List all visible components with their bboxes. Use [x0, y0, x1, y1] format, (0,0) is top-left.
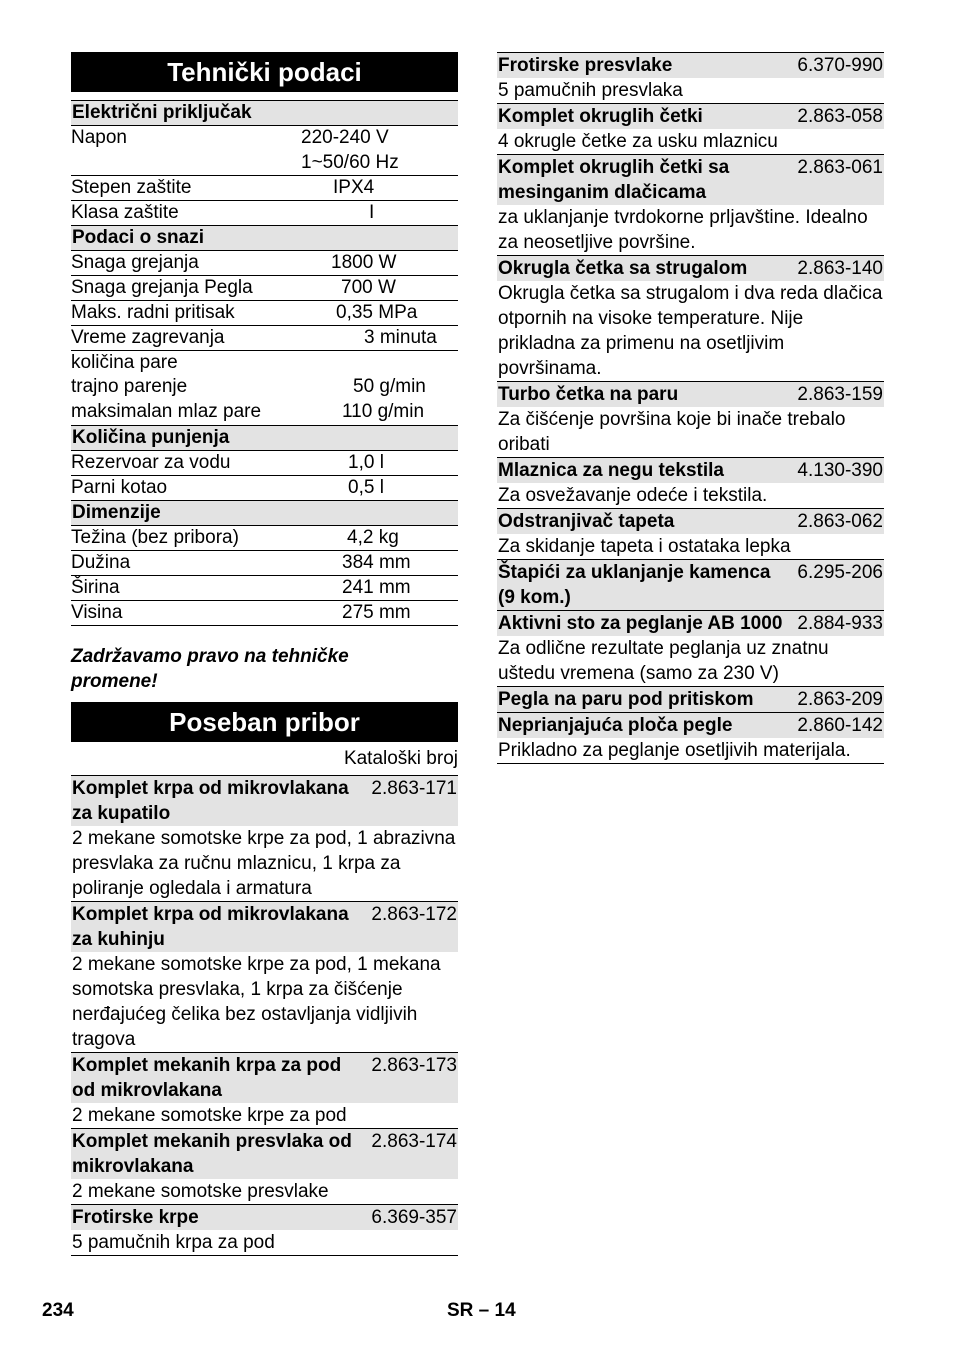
- accessory-number: 4.130-390: [797, 460, 883, 481]
- accessory-number: 2.863-061: [797, 157, 883, 178]
- accessory-desc: 5 pamučnih presvlaka: [498, 80, 683, 101]
- accessories-title: Poseban pribor: [71, 702, 458, 742]
- accessory-desc: Za osvežavanje odeće i tekstila.: [498, 485, 768, 506]
- iron-label: Snaga grejanja Pegla: [71, 277, 253, 298]
- accessory-item: [497, 508, 884, 534]
- accessory-desc: 2 mekane somotske krpe za pod: [72, 1105, 347, 1126]
- steam-row: [71, 350, 458, 375]
- accessory-number: 2.863-140: [797, 258, 883, 279]
- left-column: [71, 52, 458, 1256]
- weight-value: 4,2 kg: [347, 527, 399, 548]
- accessory-name: Frotirske krpe: [72, 1207, 199, 1228]
- accessory-name: Komplet mekanih presvlaka od mikrovlakana: [72, 1131, 352, 1177]
- pressure-row: [71, 300, 458, 325]
- accessory-name: Odstranjivač tapeta: [498, 511, 675, 532]
- accessory-desc: Za skidanje tapeta i ostataka lepka: [498, 536, 791, 557]
- accessory-item: [497, 52, 884, 78]
- filling-heading: Količina punjenja: [71, 425, 458, 450]
- tank-value: 1,0 l: [348, 452, 384, 473]
- table-end-line: [71, 625, 458, 626]
- accessory-item: [71, 901, 458, 952]
- heating-row: [71, 250, 458, 275]
- accessory-name: Neprianjajuća ploča pegle: [498, 715, 733, 736]
- weight-label: Težina (bez pribora): [71, 527, 239, 548]
- list-end-line: [71, 1255, 458, 1256]
- catalog-label: Kataloški broj: [343, 748, 458, 769]
- length-row: [71, 550, 458, 575]
- accessory-item: [497, 381, 884, 407]
- heating-value: 1800 W: [331, 252, 397, 273]
- width-value: 241 mm: [342, 577, 411, 598]
- class-value: I: [369, 202, 375, 223]
- heatup-value: 3 minuta: [364, 327, 437, 348]
- protection-value: IPX4: [333, 177, 375, 198]
- accessory-item: [497, 559, 884, 610]
- boiler-label: Parni kotao: [71, 477, 168, 498]
- tech-title: Tehnički podaci: [71, 52, 458, 92]
- accessory-item: [497, 686, 884, 712]
- accessory-number: 6.370-990: [797, 55, 883, 76]
- accessory-item: [497, 610, 884, 636]
- rights-note: Zadržavamo pravo na tehničke promene!: [71, 646, 349, 692]
- protection-row: [71, 175, 458, 200]
- accessory-number: 2.884-933: [797, 613, 883, 634]
- boiler-row: [71, 475, 458, 500]
- width-row: [71, 575, 458, 600]
- voltage-row: [71, 125, 458, 175]
- accessory-item: [497, 712, 884, 738]
- left-accessory-list: [71, 775, 458, 1256]
- accessory-desc: 5 pamučnih krpa za pod: [72, 1232, 275, 1253]
- accessory-number: 2.863-171: [371, 778, 457, 799]
- continuous-label: trajno parenje: [71, 376, 188, 397]
- accessory-item: [497, 103, 884, 129]
- iron-row: [71, 275, 458, 300]
- accessory-number: 2.863-174: [371, 1131, 457, 1152]
- class-row: [71, 200, 458, 225]
- accessory-desc: za uklanjanje tvrdokorne prljavštine. Idealno za neosetljive površine.: [498, 207, 868, 253]
- iron-value: 700 W: [341, 277, 396, 298]
- accessory-desc: 2 mekane somotske presvlake: [72, 1181, 329, 1202]
- pressure-value: 0,35 MPa: [336, 302, 418, 323]
- heatup-label: Vreme zagrevanja: [71, 327, 225, 348]
- accessory-name: Komplet mekanih krpa za pod od mikrovlakana: [72, 1055, 342, 1101]
- accessory-name: Komplet okruglih četki: [498, 106, 703, 127]
- accessory-item: [71, 1204, 458, 1230]
- steam-label: količina pare: [71, 352, 178, 373]
- accessory-desc: Prikladno za peglanje osetljivih materijala.: [498, 740, 851, 761]
- accessory-number: 2.863-209: [797, 689, 883, 710]
- accessory-number: 6.369-357: [371, 1207, 457, 1228]
- tank-label: Rezervoar za vodu: [71, 452, 231, 473]
- list-end-line: [497, 763, 884, 764]
- width-label: Širina: [71, 577, 120, 598]
- accessory-name: Komplet krpa od mikrovlakana za kupatilo: [72, 778, 349, 824]
- accessory-item: [71, 775, 458, 826]
- accessory-number: 6.295-206: [797, 562, 883, 583]
- max-steam-label: maksimalan mlaz pare: [71, 401, 262, 422]
- accessory-desc: 2 mekane somotske krpe za pod, 1 mekana somotska presvlaka, 1 krpa za čišćenje nerđajućeg čelika bez ostavljanja vidljivih tragova: [72, 954, 441, 1050]
- accessory-number: 2.863-062: [797, 511, 883, 532]
- height-label: Visina: [71, 602, 123, 623]
- voltage-value-2: 1~50/60 Hz: [301, 152, 399, 173]
- max-steam-row: [71, 400, 458, 425]
- tank-row: [71, 450, 458, 475]
- continuous-row: [71, 375, 458, 400]
- right-column: [497, 52, 884, 764]
- max-steam-value: 110 g/min: [342, 401, 425, 422]
- electrical-heading: Električni priključak: [71, 100, 458, 125]
- accessory-number: 2.863-172: [371, 904, 457, 925]
- height-value: 275 mm: [342, 602, 411, 623]
- page-number: 234: [42, 1300, 74, 1321]
- accessory-item: [71, 1052, 458, 1103]
- boiler-value: 0,5 l: [348, 477, 384, 498]
- accessory-desc: Za odlične rezultate peglanja uz znatnu uštedu vremena (samo za 230 V): [498, 638, 829, 684]
- accessory-item: [71, 1128, 458, 1179]
- accessory-number: 2.863-173: [371, 1055, 457, 1076]
- accessory-desc: 4 okrugle četke za usku mlaznicu: [498, 131, 778, 152]
- accessory-desc: Okrugla četka sa strugalom i dva reda dlačica otpornih na visoke temperature. Nije prikladna za primenu na osetljivim površinama.: [498, 283, 883, 379]
- weight-row: [71, 525, 458, 550]
- accessory-item: [497, 457, 884, 483]
- accessory-number: 2.863-159: [797, 384, 883, 405]
- voltage-label: Napon: [71, 127, 127, 148]
- accessory-name: Mlaznica za negu tekstila: [498, 460, 724, 481]
- accessory-name: Komplet okruglih četki sa mesinganim dlačicama: [498, 157, 730, 203]
- heatup-row: [71, 325, 458, 350]
- height-row: [71, 600, 458, 625]
- accessory-item: [497, 255, 884, 281]
- length-value: 384 mm: [342, 552, 411, 573]
- accessory-number: 2.863-058: [797, 106, 883, 127]
- heating-label: Snaga grejanja: [71, 252, 199, 273]
- section-page-label: SR – 14: [447, 1300, 516, 1321]
- accessory-name: Turbo četka na paru: [498, 384, 679, 405]
- accessory-name: Komplet krpa od mikrovlakana za kuhinju: [72, 904, 349, 950]
- accessory-item: [497, 154, 884, 205]
- protection-label: Stepen zaštite: [71, 177, 192, 198]
- power-heading: Podaci o snazi: [71, 225, 458, 250]
- continuous-value: 50 g/min: [353, 376, 426, 397]
- accessory-number: 2.860-142: [797, 715, 883, 736]
- accessory-desc: 2 mekane somotske krpe za pod, 1 abrazivna presvlaka za ručnu mlaznicu, 1 krpa za poliranje ogledala i armatura: [72, 828, 456, 899]
- accessory-name: Štapići za uklanjanje kamenca (9 kom.): [498, 562, 771, 608]
- dimensions-heading: Dimenzije: [71, 500, 458, 525]
- pressure-label: Maks. radni pritisak: [71, 302, 235, 323]
- accessory-name: Aktivni sto za peglanje AB 1000: [498, 613, 783, 634]
- voltage-value: 220-240 V: [301, 127, 389, 148]
- accessory-name: Frotirske presvlake: [498, 55, 673, 76]
- accessory-name: Pegla na paru pod pritiskom: [498, 689, 754, 710]
- accessory-desc: Za čišćenje površina koje bi inače trebalo oribati: [498, 409, 846, 455]
- length-label: Dužina: [71, 552, 131, 573]
- accessory-name: Okrugla četka sa strugalom: [498, 258, 748, 279]
- class-label: Klasa zaštite: [71, 202, 179, 223]
